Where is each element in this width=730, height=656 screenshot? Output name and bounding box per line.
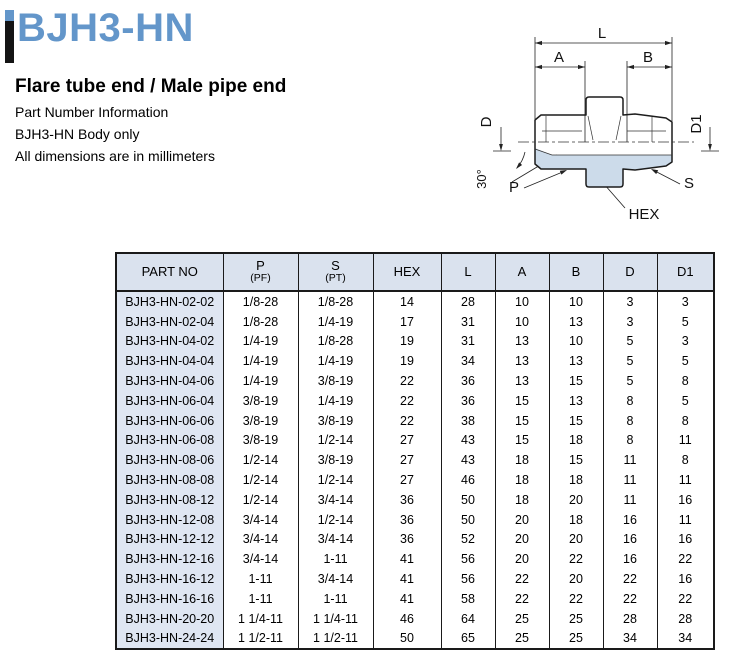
info-line-body-only: BJH3-HN Body only xyxy=(15,126,140,142)
value-cell: 3/4-14 xyxy=(223,530,298,550)
table-row xyxy=(116,490,714,510)
value-cell: 1/8-28 xyxy=(298,332,373,352)
dim-label-d: D xyxy=(478,116,495,128)
value-cell: 27 xyxy=(373,431,441,451)
value-cell: 1/2-14 xyxy=(223,490,298,510)
value-cell: 5 xyxy=(657,312,714,332)
part-no-cell: BJH3-HN-04-02 xyxy=(116,332,223,352)
value-cell: 17 xyxy=(373,312,441,332)
value-cell: 25 xyxy=(549,609,603,629)
value-cell: 22 xyxy=(657,549,714,569)
value-cell: 11 xyxy=(657,431,714,451)
column-header-a: A xyxy=(495,253,549,291)
value-cell: 16 xyxy=(657,490,714,510)
column-header-p: P (PF) xyxy=(223,253,298,291)
value-cell: 28 xyxy=(441,291,495,312)
table-body xyxy=(116,291,714,649)
value-cell: 3/8-19 xyxy=(223,411,298,431)
value-cell: 1 1/4-11 xyxy=(298,609,373,629)
value-cell: 50 xyxy=(441,510,495,530)
value-cell: 8 xyxy=(657,411,714,431)
column-header-part-no: PART NO xyxy=(116,253,223,291)
value-cell: 20 xyxy=(549,530,603,550)
value-cell: 8 xyxy=(657,450,714,470)
value-cell: 8 xyxy=(657,371,714,391)
part-no-cell: BJH3-HN-06-08 xyxy=(116,431,223,451)
value-cell: 38 xyxy=(441,411,495,431)
value-cell: 3/8-19 xyxy=(298,371,373,391)
value-cell: 16 xyxy=(603,510,657,530)
accent-bar-black-segment xyxy=(5,21,14,63)
value-cell: 16 xyxy=(603,549,657,569)
value-cell: 3/4-14 xyxy=(223,510,298,530)
column-header-l: L xyxy=(441,253,495,291)
value-cell: 34 xyxy=(441,351,495,371)
value-cell: 10 xyxy=(495,312,549,332)
value-cell: 5 xyxy=(603,371,657,391)
value-cell: 1 1/4-11 xyxy=(223,609,298,629)
column-header-d: D xyxy=(603,253,657,291)
value-cell: 3/4-14 xyxy=(223,549,298,569)
value-cell: 34 xyxy=(657,629,714,650)
value-cell: 5 xyxy=(657,351,714,371)
part-no-cell: BJH3-HN-12-08 xyxy=(116,510,223,530)
info-line-dimensions-note: All dimensions are in millimeters xyxy=(15,148,215,164)
value-cell: 43 xyxy=(441,450,495,470)
value-cell: 20 xyxy=(495,530,549,550)
value-cell: 19 xyxy=(373,332,441,352)
value-cell: 15 xyxy=(495,411,549,431)
accent-bar-blue-segment xyxy=(5,10,14,21)
value-cell: 13 xyxy=(495,332,549,352)
value-cell: 3 xyxy=(657,332,714,352)
table-row xyxy=(116,351,714,371)
value-cell: 1-11 xyxy=(298,589,373,609)
table-row xyxy=(116,629,714,650)
value-cell: 1/2-14 xyxy=(298,510,373,530)
value-cell: 3/4-14 xyxy=(298,569,373,589)
value-cell: 1/4-19 xyxy=(298,391,373,411)
table-row xyxy=(116,609,714,629)
value-cell: 8 xyxy=(603,431,657,451)
value-cell: 15 xyxy=(495,431,549,451)
dim-label-angle: 30° xyxy=(474,169,489,189)
table-row xyxy=(116,549,714,569)
info-lines xyxy=(15,101,215,167)
part-no-cell: BJH3-HN-16-12 xyxy=(116,569,223,589)
value-cell: 5 xyxy=(657,391,714,411)
value-cell: 14 xyxy=(373,291,441,312)
part-no-cell: BJH3-HN-16-16 xyxy=(116,589,223,609)
value-cell: 11 xyxy=(603,450,657,470)
value-cell: 34 xyxy=(603,629,657,650)
table-row xyxy=(116,569,714,589)
value-cell: 13 xyxy=(549,391,603,411)
value-cell: 20 xyxy=(549,569,603,589)
value-cell: 8 xyxy=(603,391,657,411)
value-cell: 36 xyxy=(373,490,441,510)
value-cell: 1/8-28 xyxy=(223,291,298,312)
value-cell: 1/2-14 xyxy=(223,450,298,470)
value-cell: 52 xyxy=(441,530,495,550)
value-cell: 27 xyxy=(373,470,441,490)
value-cell: 22 xyxy=(657,589,714,609)
value-cell: 18 xyxy=(495,450,549,470)
value-cell: 11 xyxy=(657,510,714,530)
value-cell: 64 xyxy=(441,609,495,629)
part-no-cell: BJH3-HN-02-02 xyxy=(116,291,223,312)
column-header-b: B xyxy=(549,253,603,291)
dim-label-a: A xyxy=(553,49,565,66)
value-cell: 22 xyxy=(373,371,441,391)
table-row xyxy=(116,312,714,332)
table-row xyxy=(116,391,714,411)
info-line-part-number: Part Number Information xyxy=(15,104,169,120)
value-cell: 25 xyxy=(495,629,549,650)
value-cell: 11 xyxy=(603,470,657,490)
part-no-cell: BJH3-HN-06-06 xyxy=(116,411,223,431)
value-cell: 22 xyxy=(373,411,441,431)
value-cell: 22 xyxy=(373,391,441,411)
value-cell: 1-11 xyxy=(223,569,298,589)
value-cell: 16 xyxy=(603,530,657,550)
dimensions-table xyxy=(115,252,715,650)
value-cell: 13 xyxy=(495,371,549,391)
value-cell: 20 xyxy=(495,549,549,569)
fitting-diagram xyxy=(430,0,730,235)
value-cell: 46 xyxy=(373,609,441,629)
dim-label-hex: HEX xyxy=(628,206,660,223)
part-no-cell: BJH3-HN-08-08 xyxy=(116,470,223,490)
value-cell: 1 1/2-11 xyxy=(223,629,298,650)
column-header-hex: HEX xyxy=(373,253,441,291)
value-cell: 25 xyxy=(495,609,549,629)
table-header-row xyxy=(116,253,714,291)
value-cell: 1/4-19 xyxy=(298,351,373,371)
value-cell: 22 xyxy=(549,549,603,569)
value-cell: 3/4-14 xyxy=(298,490,373,510)
value-cell: 5 xyxy=(603,351,657,371)
part-no-cell: BJH3-HN-24-24 xyxy=(116,629,223,650)
value-cell: 15 xyxy=(549,411,603,431)
value-cell: 10 xyxy=(495,291,549,312)
value-cell: 56 xyxy=(441,569,495,589)
value-cell: 15 xyxy=(549,371,603,391)
value-cell: 41 xyxy=(373,569,441,589)
value-cell: 15 xyxy=(549,450,603,470)
value-cell: 36 xyxy=(441,391,495,411)
value-cell: 50 xyxy=(441,490,495,510)
table-row xyxy=(116,371,714,391)
value-cell: 3 xyxy=(657,291,714,312)
value-cell: 1 1/2-11 xyxy=(298,629,373,650)
value-cell: 22 xyxy=(495,589,549,609)
table-row xyxy=(116,530,714,550)
value-cell: 1/2-14 xyxy=(298,470,373,490)
value-cell: 3/8-19 xyxy=(223,391,298,411)
value-cell: 22 xyxy=(549,589,603,609)
dim-label-d1: D1 xyxy=(688,114,705,134)
title-accent-bar xyxy=(5,10,14,63)
value-cell: 28 xyxy=(603,609,657,629)
value-cell: 3 xyxy=(603,291,657,312)
value-cell: 27 xyxy=(373,450,441,470)
table-row xyxy=(116,411,714,431)
table-row xyxy=(116,510,714,530)
value-cell: 36 xyxy=(441,371,495,391)
value-cell: 10 xyxy=(549,332,603,352)
value-cell: 20 xyxy=(549,490,603,510)
value-cell: 8 xyxy=(603,411,657,431)
value-cell: 3/8-19 xyxy=(298,411,373,431)
table-row xyxy=(116,450,714,470)
bore-lines xyxy=(535,116,672,155)
value-cell: 31 xyxy=(441,332,495,352)
value-cell: 1-11 xyxy=(223,589,298,609)
value-cell: 1/8-28 xyxy=(298,291,373,312)
value-cell: 1/8-28 xyxy=(223,312,298,332)
value-cell: 58 xyxy=(441,589,495,609)
value-cell: 5 xyxy=(603,332,657,352)
value-cell: 19 xyxy=(373,351,441,371)
dim-label-l: L xyxy=(597,25,607,42)
table-row xyxy=(116,431,714,451)
value-cell: 10 xyxy=(549,291,603,312)
value-cell: 50 xyxy=(373,629,441,650)
page-title: BJH3-HN xyxy=(17,6,194,50)
value-cell: 16 xyxy=(657,530,714,550)
value-cell: 18 xyxy=(549,431,603,451)
value-cell: 36 xyxy=(373,530,441,550)
part-no-cell: BJH3-HN-08-12 xyxy=(116,490,223,510)
value-cell: 1/4-19 xyxy=(223,351,298,371)
part-no-cell: BJH3-HN-02-04 xyxy=(116,312,223,332)
value-cell: 16 xyxy=(657,569,714,589)
table-row xyxy=(116,291,714,312)
subtitle: Flare tube end / Male pipe end xyxy=(15,76,287,97)
value-cell: 18 xyxy=(495,470,549,490)
arrowheads xyxy=(499,41,712,175)
part-no-cell: BJH3-HN-06-04 xyxy=(116,391,223,411)
value-cell: 13 xyxy=(549,351,603,371)
part-no-cell: BJH3-HN-12-16 xyxy=(116,549,223,569)
value-cell: 13 xyxy=(549,312,603,332)
value-cell: 36 xyxy=(373,510,441,530)
value-cell: 3/8-19 xyxy=(223,431,298,451)
part-no-cell: BJH3-HN-20-20 xyxy=(116,609,223,629)
part-no-cell: BJH3-HN-04-04 xyxy=(116,351,223,371)
value-cell: 11 xyxy=(657,470,714,490)
value-cell: 28 xyxy=(657,609,714,629)
value-cell: 31 xyxy=(441,312,495,332)
table-row xyxy=(116,470,714,490)
value-cell: 46 xyxy=(441,470,495,490)
value-cell: 3/4-14 xyxy=(298,530,373,550)
dim-label-b: B xyxy=(642,49,654,66)
value-cell: 1/2-14 xyxy=(223,470,298,490)
value-cell: 41 xyxy=(373,589,441,609)
dim-label-p: P xyxy=(508,179,520,196)
value-cell: 18 xyxy=(549,470,603,490)
table-row xyxy=(116,589,714,609)
value-cell: 18 xyxy=(549,510,603,530)
value-cell: 56 xyxy=(441,549,495,569)
value-cell: 11 xyxy=(603,490,657,510)
value-cell: 25 xyxy=(549,629,603,650)
dim-label-s: S xyxy=(683,175,695,192)
value-cell: 15 xyxy=(495,391,549,411)
value-cell: 3/8-19 xyxy=(298,450,373,470)
value-cell: 65 xyxy=(441,629,495,650)
value-cell: 22 xyxy=(495,569,549,589)
part-no-cell: BJH3-HN-04-06 xyxy=(116,371,223,391)
value-cell: 1-11 xyxy=(298,549,373,569)
value-cell: 18 xyxy=(495,490,549,510)
value-cell: 43 xyxy=(441,431,495,451)
value-cell: 1/2-14 xyxy=(298,431,373,451)
value-cell: 13 xyxy=(495,351,549,371)
column-header-d1: D1 xyxy=(657,253,714,291)
table-row xyxy=(116,332,714,352)
value-cell: 1/4-19 xyxy=(223,332,298,352)
value-cell: 20 xyxy=(495,510,549,530)
value-cell: 41 xyxy=(373,549,441,569)
value-cell: 1/4-19 xyxy=(298,312,373,332)
part-no-cell: BJH3-HN-12-12 xyxy=(116,530,223,550)
part-no-cell: BJH3-HN-08-06 xyxy=(116,450,223,470)
column-header-s: S (PT) xyxy=(298,253,373,291)
value-cell: 1/4-19 xyxy=(223,371,298,391)
value-cell: 22 xyxy=(603,569,657,589)
value-cell: 3 xyxy=(603,312,657,332)
value-cell: 22 xyxy=(603,589,657,609)
